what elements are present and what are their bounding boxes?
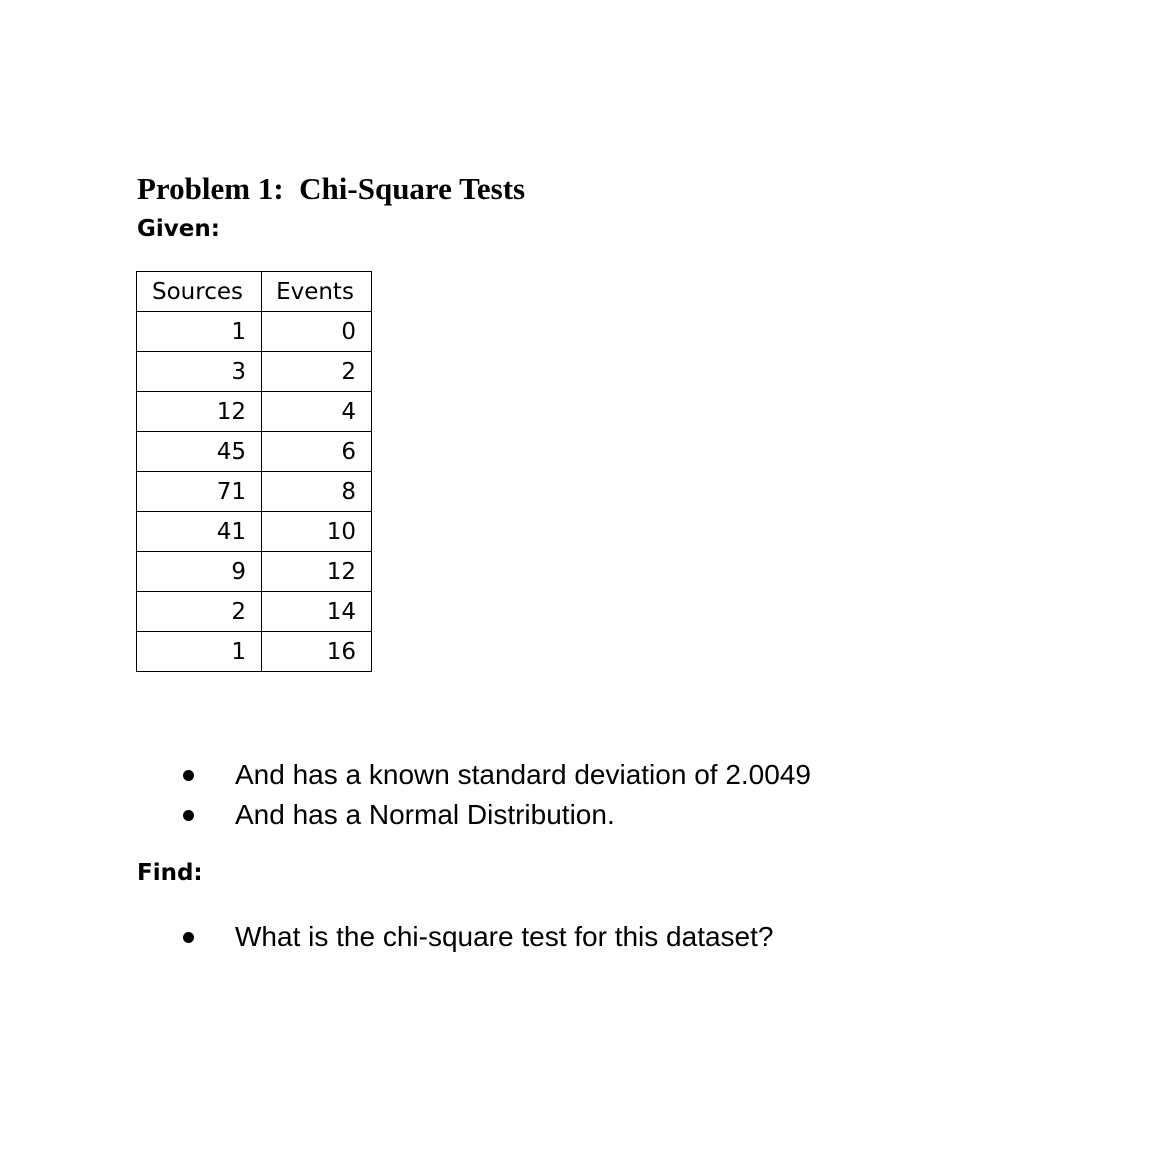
events-cell: 14	[262, 592, 372, 632]
data-table	[136, 271, 372, 672]
table-row	[137, 552, 372, 592]
problem-title: Problem 1: Chi-Square Tests	[137, 171, 526, 206]
table-row	[137, 432, 372, 472]
bullet-icon	[183, 770, 194, 781]
find-label: Find:	[137, 860, 203, 886]
bullet-icon	[183, 810, 194, 821]
given-label: Given:	[137, 216, 220, 242]
sources-cell: 71	[137, 472, 262, 512]
table-row	[137, 472, 372, 512]
bullet-text: And has a Normal Distribution.	[235, 799, 615, 830]
events-cell: 12	[262, 552, 372, 592]
bullet-text: What is the chi-square test for this dataset?	[235, 921, 774, 952]
sources-cell: 2	[137, 592, 262, 632]
events-cell: 8	[262, 472, 372, 512]
bullet-icon	[183, 932, 194, 943]
table-row	[137, 352, 372, 392]
events-cell: 0	[262, 312, 372, 352]
sources-cell: 9	[137, 552, 262, 592]
sources-cell: 1	[137, 312, 262, 352]
table-row	[137, 512, 372, 552]
events-cell: 6	[262, 432, 372, 472]
events-cell: 10	[262, 512, 372, 552]
column-header-events: Events	[262, 272, 372, 312]
table-row	[137, 632, 372, 672]
table-header-row	[137, 272, 372, 312]
sources-cell: 12	[137, 392, 262, 432]
column-header-sources: Sources	[137, 272, 262, 312]
sources-cell: 41	[137, 512, 262, 552]
events-cell: 4	[262, 392, 372, 432]
sources-cell: 45	[137, 432, 262, 472]
events-cell: 16	[262, 632, 372, 672]
table-row	[137, 312, 372, 352]
bullet-text: And has a known standard deviation of 2.0049	[235, 759, 811, 790]
sources-cell: 3	[137, 352, 262, 392]
table-row	[137, 392, 372, 432]
table-row	[137, 592, 372, 632]
sources-cell: 1	[137, 632, 262, 672]
events-cell: 2	[262, 352, 372, 392]
